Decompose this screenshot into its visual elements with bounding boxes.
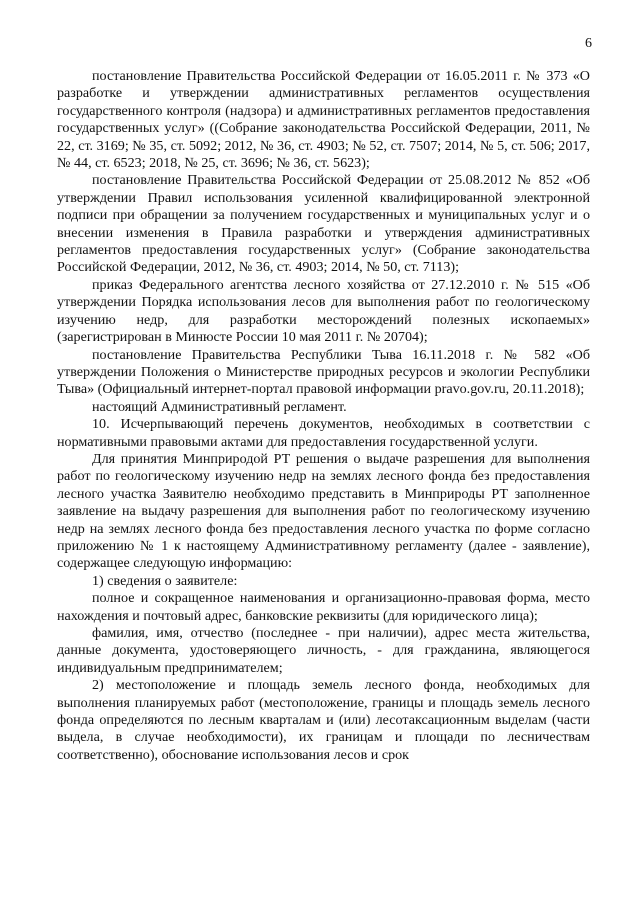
- paragraph-decree-373: постановление Правительства Российской Федерации от 16.05.2011 г. № 373 «О разработке и утверждении административных регламентов осуществления государственного контроля (надзора) и административных регламентов предоставления государственных услуг» ((Собрание законодательства Российской Федерации, 2011, № 22, ст. 3169; № 35, ст. 5092; 2012, № 36, ст. 4903; № 52, ст. 7507; 2014, № 5, ст. 506; 2017, № 44, ст. 6523; 2018, № 25, ст. 3696; № 36, ст. 5623);: [57, 68, 590, 172]
- paragraph-decree-582: постановление Правительства Республики Тыва 16.11.2018 г. № 582 «Об утверждении Положения о Министерстве природных ресурсов и экологии Республики Тыва» (Официальный интернет-портал правовой информации pravo.gov.ru, 20.11.2018);: [57, 346, 590, 398]
- paragraph-decree-852: постановление Правительства Российской Федерации от 25.08.2012 № 852 «Об утверждении Правил использования усиленной квалифицированной электронной подписи при обращении за получением государственных и муниципальных услуг и о внесении изменения в Правила разработки и утверждения административных регламентов предоставления государственных услуг» (Собрание законодательства Российской Федерации, 2012, № 36, ст. 4903; 2014, № 50, ст. 7113);: [57, 172, 590, 276]
- paragraph-applicant-info: 1) сведения о заявителе:: [92, 572, 238, 589]
- document-body: [57, 68, 590, 764]
- paragraph-this-regulation: настоящий Административный регламент.: [92, 398, 347, 415]
- paragraph-location-area: 2) местоположение и площадь земель лесного фонда, необходимых для выполнения планируемых работ (местоположение, границы и площадь земель лесного фонда определяются по лесным кварталам и (или) лесотаксационным выделам (части выдела, в случае необходимости), их границам и площади по лесничествам соответственно), обоснование использования лесов и срок: [57, 677, 590, 763]
- paragraph-application-requirements: Для принятия Минприродой РТ решения о выдаче разрешения для выполнения работ по геологическому изучению недр на землях лесного фонда без предоставления лесного участка Заявителю необходимо представить в Минприроды РТ заполненное заявление на выдачу разрешения для выполнения работ по геологическому изучению недр на землях лесного фонда без предоставления лесного участка по форме согласно приложению № 1 к настоящему Административному регламенту (далее - заявление), содержащее следующую информацию:: [57, 450, 590, 572]
- paragraph-individual: фамилия, имя, отчество (последнее - при наличии), адрес места жительства, данные документа, удостоверяющего личность, - для гражданина, являющегося индивидуальным предпринимателем;: [57, 625, 590, 676]
- page-number: 6: [585, 36, 592, 51]
- paragraph-item-10: 10. Исчерпывающий перечень документов, необходимых в соответствии с нормативными правовыми актами для предоставления государственной услуги.: [57, 416, 590, 450]
- paragraph-order-515: приказ Федерального агентства лесного хозяйства от 27.12.2010 г. № 515 «Об утверждении Порядка использования лесов для выполнения работ по геологическому изучению недр, для разработки месторождений полезных ископаемых» (зарегистрирован в Минюсте России 10 мая 2011 г. № 20704);: [57, 276, 590, 346]
- paragraph-legal-entity: полное и сокращенное наименования и организационно-правовая форма, место нахождения и почтовый адрес, банковские реквизиты (для юридического лица);: [57, 590, 590, 624]
